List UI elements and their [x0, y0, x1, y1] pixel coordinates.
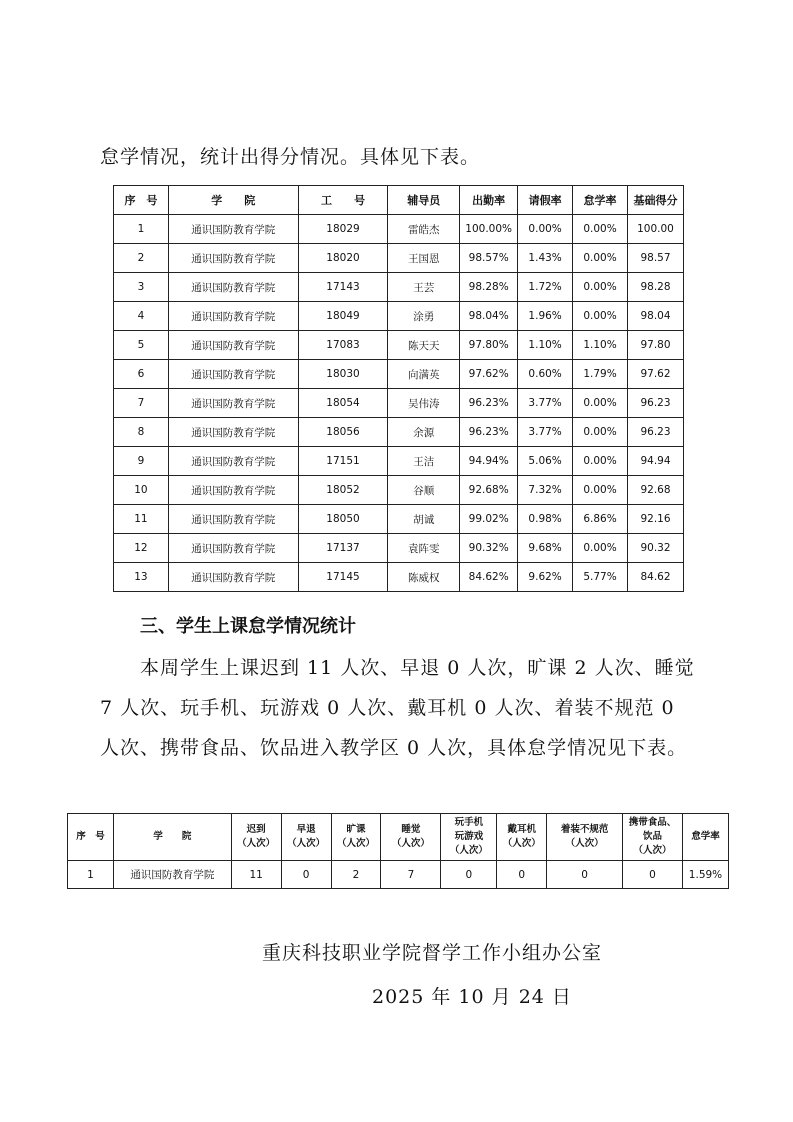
- table-cell: 94.94%: [460, 447, 518, 476]
- table-cell: 10: [114, 476, 169, 505]
- table-cell: 0.00%: [573, 215, 628, 244]
- table-cell: 0: [623, 861, 683, 889]
- table-cell: 18050: [298, 505, 388, 534]
- table-row: [114, 360, 684, 389]
- column-header-line: （人次）: [391, 838, 430, 849]
- table-row: [114, 476, 684, 505]
- table-cell: 0.98%: [518, 505, 573, 534]
- table-cell: 胡诚: [388, 505, 460, 534]
- table-cell: 吴伟涛: [388, 389, 460, 418]
- table-cell: 2: [331, 861, 381, 889]
- table-cell: 11: [231, 861, 281, 889]
- table-cell: 7: [114, 389, 169, 418]
- table-cell: 6: [114, 360, 169, 389]
- table-cell: 97.80%: [460, 331, 518, 360]
- table-cell: 1.72%: [518, 273, 573, 302]
- table-cell: 98.28%: [460, 273, 518, 302]
- table-row: [68, 861, 729, 889]
- table-cell: 17083: [298, 331, 388, 360]
- table-cell: 1: [114, 215, 169, 244]
- column-header-line: （人次）: [502, 838, 541, 849]
- table-cell: 98.57: [627, 244, 683, 273]
- column-header-line: 着装不规范: [560, 824, 609, 835]
- column-header: [547, 814, 623, 861]
- absence-summary-table: [67, 813, 729, 889]
- table-cell: 96.23: [627, 418, 683, 447]
- table-cell: 余源: [388, 418, 460, 447]
- table-cell: 12: [114, 534, 169, 563]
- teacher-stats-table: [113, 185, 684, 592]
- column-header-line: （人次）: [633, 845, 672, 856]
- table-cell: 11: [114, 505, 169, 534]
- column-header: [331, 814, 381, 861]
- table-cell: 通识国防教育学院: [168, 360, 298, 389]
- column-header: [231, 814, 281, 861]
- table-cell: 涂勇: [388, 302, 460, 331]
- table-cell: 通识国防教育学院: [168, 534, 298, 563]
- table-cell: 7: [381, 861, 441, 889]
- column-header-line: 序 号: [76, 831, 105, 842]
- table-cell: 1.59%: [682, 861, 728, 889]
- table-cell: 98.04: [627, 302, 683, 331]
- table-row: [114, 563, 684, 592]
- table-cell: 4: [114, 302, 169, 331]
- table-cell: 92.68: [627, 476, 683, 505]
- table-row: [114, 447, 684, 476]
- table-cell: 0: [281, 861, 331, 889]
- table-cell: 向满英: [388, 360, 460, 389]
- table-cell: 通识国防教育学院: [168, 273, 298, 302]
- column-header: [68, 814, 114, 861]
- column-header: [497, 814, 547, 861]
- table-cell: 18052: [298, 476, 388, 505]
- table-cell: 0.60%: [518, 360, 573, 389]
- table-cell: 0.00%: [573, 476, 628, 505]
- table-cell: 100.00%: [460, 215, 518, 244]
- table-row: [114, 505, 684, 534]
- table-cell: 通识国防教育学院: [168, 215, 298, 244]
- table-cell: 1.79%: [573, 360, 628, 389]
- table-cell: 6.86%: [573, 505, 628, 534]
- column-header: 辅导员: [388, 186, 460, 215]
- table-cell: 9.68%: [518, 534, 573, 563]
- table-cell: 通识国防教育学院: [168, 302, 298, 331]
- table-cell: 雷皓杰: [388, 215, 460, 244]
- table-cell: 5.06%: [518, 447, 573, 476]
- table-row: [114, 331, 684, 360]
- table-cell: 18056: [298, 418, 388, 447]
- column-header-line: 早退: [296, 824, 316, 835]
- section-title: 三、学生上课怠学情况统计: [140, 616, 356, 637]
- signature-office: 重庆科技职业学院督学工作小组办公室: [262, 942, 603, 964]
- table-cell: 5: [114, 331, 169, 360]
- table-cell: 96.23%: [460, 418, 518, 447]
- table-cell: 92.68%: [460, 476, 518, 505]
- table-cell: 8: [114, 418, 169, 447]
- table-row: [114, 302, 684, 331]
- column-header-line: 怠学率: [691, 831, 720, 842]
- table-cell: 17151: [298, 447, 388, 476]
- summary-paragraph: [100, 648, 700, 768]
- table-cell: 0: [497, 861, 547, 889]
- table-cell: 0.00%: [573, 534, 628, 563]
- column-header: 序 号: [114, 186, 169, 215]
- table-cell: 王国恩: [388, 244, 460, 273]
- table-cell: 5.77%: [573, 563, 628, 592]
- table-cell: 97.62: [627, 360, 683, 389]
- table-cell: 9.62%: [518, 563, 573, 592]
- table-cell: 1: [68, 861, 114, 889]
- table-cell: 通识国防教育学院: [168, 418, 298, 447]
- column-header-line: 旷课: [346, 824, 366, 835]
- column-header: [381, 814, 441, 861]
- table-cell: 90.32%: [460, 534, 518, 563]
- table-cell: 3.77%: [518, 389, 573, 418]
- table-cell: 通识国防教育学院: [168, 331, 298, 360]
- table-cell: 0.00%: [573, 389, 628, 418]
- table-cell: 84.62: [627, 563, 683, 592]
- column-header-line: （人次）: [287, 838, 326, 849]
- column-header-line: （人次）: [565, 838, 604, 849]
- table-cell: 0.00%: [573, 418, 628, 447]
- table-cell: 袁阵雯: [388, 534, 460, 563]
- table-cell: 通识国防教育学院: [168, 447, 298, 476]
- column-header-line: 学 院: [153, 831, 192, 842]
- table-cell: 1.10%: [518, 331, 573, 360]
- table-cell: 18049: [298, 302, 388, 331]
- table-row: [114, 273, 684, 302]
- table-cell: 98.04%: [460, 302, 518, 331]
- table-cell: 0: [441, 861, 497, 889]
- table-cell: 0: [547, 861, 623, 889]
- table-cell: 90.32: [627, 534, 683, 563]
- column-header-line: （人次）: [449, 845, 488, 856]
- signature-date: 2025 年 10 月 24 日: [372, 986, 572, 1008]
- table-cell: 0.00%: [518, 215, 573, 244]
- table-header-row: [114, 186, 684, 215]
- table-cell: 通识国防教育学院: [168, 244, 298, 273]
- table-cell: 84.62%: [460, 563, 518, 592]
- table-cell: 通识国防教育学院: [168, 476, 298, 505]
- column-header-line: 玩手机: [454, 817, 484, 828]
- table-cell: 陈天天: [388, 331, 460, 360]
- column-header: [682, 814, 728, 861]
- table-cell: 1.96%: [518, 302, 573, 331]
- table-row: [114, 215, 684, 244]
- column-header: 基础得分: [627, 186, 683, 215]
- column-header-line: 睡觉: [401, 824, 421, 835]
- table-cell: 92.16: [627, 505, 683, 534]
- table-row: [114, 389, 684, 418]
- table-cell: 18029: [298, 215, 388, 244]
- table-cell: 9: [114, 447, 169, 476]
- table-cell: 陈威权: [388, 563, 460, 592]
- table-cell: 99.02%: [460, 505, 518, 534]
- table-row: [114, 534, 684, 563]
- table-cell: 17137: [298, 534, 388, 563]
- column-header-line: （人次）: [337, 838, 376, 849]
- table-cell: 97.80: [627, 331, 683, 360]
- table-cell: 100.00: [627, 215, 683, 244]
- table-cell: 96.23%: [460, 389, 518, 418]
- table-cell: 18054: [298, 389, 388, 418]
- column-header: 出勤率: [460, 186, 518, 215]
- table-cell: 0.00%: [573, 244, 628, 273]
- column-header: 学 院: [168, 186, 298, 215]
- table-cell: 王洁: [388, 447, 460, 476]
- summary-text: 本周学生上课迟到 11 人次、早退 0 人次，旷课 2 人次、睡觉 7 人次、玩手机、玩游戏 0 人次、戴耳机 0 人次、着装不规范 0 人次、携带食品、饮品进入教学区 0 人次，具体怠学情况见下表。: [100, 657, 695, 759]
- table-cell: 0.00%: [573, 273, 628, 302]
- table-cell: 1.43%: [518, 244, 573, 273]
- table-cell: 17145: [298, 563, 388, 592]
- table-cell: 17143: [298, 273, 388, 302]
- column-header-line: 戴耳机: [507, 824, 536, 835]
- table-cell: 0.00%: [573, 302, 628, 331]
- table-cell: 通识国防教育学院: [168, 563, 298, 592]
- table-cell: 谷顺: [388, 476, 460, 505]
- column-header-line: 迟到: [246, 824, 266, 835]
- table-cell: 18030: [298, 360, 388, 389]
- column-header-line: （人次）: [237, 838, 276, 849]
- table-cell: 98.28: [627, 273, 683, 302]
- table-cell: 通识国防教育学院: [113, 861, 231, 889]
- table-cell: 通识国防教育学院: [168, 389, 298, 418]
- table-cell: 3.77%: [518, 418, 573, 447]
- table-cell: 96.23: [627, 389, 683, 418]
- table-row: [114, 244, 684, 273]
- table-cell: 94.94: [627, 447, 683, 476]
- column-header-line: 饮品: [643, 831, 663, 842]
- column-header: 怠学率: [573, 186, 628, 215]
- column-header: 请假率: [518, 186, 573, 215]
- column-header-line: 携带食品、: [628, 817, 677, 828]
- column-header: [281, 814, 331, 861]
- table-cell: 18020: [298, 244, 388, 273]
- table-cell: 3: [114, 273, 169, 302]
- table-cell: 97.62%: [460, 360, 518, 389]
- table-cell: 13: [114, 563, 169, 592]
- column-header-line: 玩游戏: [454, 831, 484, 842]
- table-row: [114, 418, 684, 447]
- table-cell: 王芸: [388, 273, 460, 302]
- table-cell: 1.10%: [573, 331, 628, 360]
- table-cell: 0.00%: [573, 447, 628, 476]
- column-header: [441, 814, 497, 861]
- column-header: 工 号: [298, 186, 388, 215]
- table-cell: 7.32%: [518, 476, 573, 505]
- table-cell: 通识国防教育学院: [168, 505, 298, 534]
- table-header-row: [68, 814, 729, 861]
- table-cell: 98.57%: [460, 244, 518, 273]
- column-header: [113, 814, 231, 861]
- intro-line: 怠学情况，统计出得分情况。具体见下表。: [100, 146, 481, 168]
- table-cell: 2: [114, 244, 169, 273]
- column-header: [623, 814, 683, 861]
